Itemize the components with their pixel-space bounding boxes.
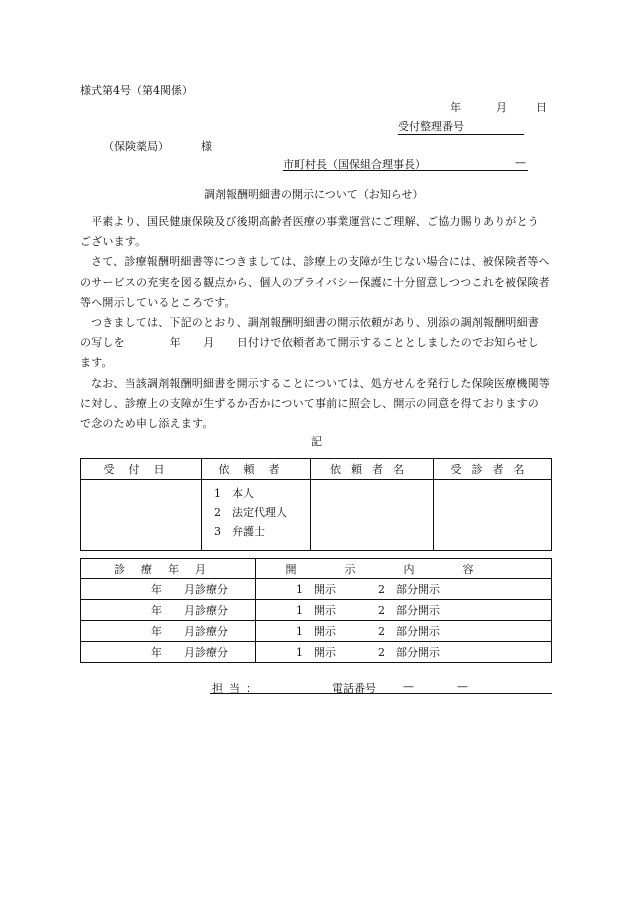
staff-label: 担当： [212, 682, 263, 695]
header-reception-date: 受付日 [81, 459, 202, 480]
requester-name-cell[interactable] [311, 480, 434, 551]
phone-dash-2: — [457, 680, 468, 693]
requester-option-self[interactable]: 1 本人 [214, 487, 254, 500]
requester-option-legal-rep[interactable]: 2 法定代理人 [214, 506, 287, 519]
body-text [80, 212, 550, 434]
date-year: 年 [450, 101, 461, 114]
period-cell[interactable]: 年 月診療分 [81, 579, 256, 600]
period-cell[interactable]: 年 月診療分 [81, 600, 256, 621]
table-row [81, 621, 552, 642]
paragraph: さて、診療報酬明細書等につきましては、診療上の支障が生じない場合には、被保険者等へのサービスの充実を図る観点から、個人のプライバシー保護に十分留意しつつこれを被保険者等へ開示しているところです。 [80, 255, 550, 309]
disclosure-options [256, 579, 552, 600]
receipt-number-label: 受付整理番号 [398, 120, 464, 133]
contact-line [210, 680, 552, 694]
document-title: 調剤報酬明細書の開示について（お知らせ） [204, 188, 424, 201]
period-cell[interactable]: 年 月診療分 [81, 621, 256, 642]
date-month: 月 [496, 101, 507, 114]
sender-dash: — [515, 156, 526, 169]
header-requester-name: 依頼者名 [311, 459, 434, 480]
requester-option-lawyer[interactable]: 3 弁護士 [214, 525, 265, 538]
sender-name: 市町村長（国保組合理事長） [283, 158, 426, 171]
paragraph: なお、当該調剤報酬明細書を開示することについては、処方せんを発行した保険医療機関等に対し、診療上の支障が生ずるか否かについて事前に照会し、開示の同意を得ておりますので念のため申し添えます。 [80, 376, 550, 431]
disclosure-options [256, 600, 552, 621]
option-partial[interactable]: 2 部分開示 [378, 646, 440, 659]
option-disclose[interactable]: 1 開示 [296, 583, 336, 596]
phone-dash-1: — [403, 680, 414, 693]
addressee-honorific: 様 [201, 140, 212, 153]
disclosure-options [256, 642, 552, 663]
ki-heading: 記 [311, 435, 322, 448]
table-row [81, 600, 552, 621]
option-disclose[interactable]: 1 開示 [296, 604, 336, 617]
header-disclosure-content: 開示内容 [256, 559, 552, 579]
receipt-number [398, 118, 524, 135]
option-partial[interactable]: 2 部分開示 [378, 604, 440, 617]
option-disclose[interactable]: 1 開示 [296, 625, 336, 638]
table-row [81, 642, 552, 663]
form-number: 様式第4号（第4関係） [80, 84, 193, 97]
header-patient-name: 受診者名 [434, 459, 552, 480]
disclosure-table [80, 558, 552, 663]
phone-label: 電話番号 [332, 682, 376, 695]
table-row [81, 579, 552, 600]
date-day: 日 [536, 101, 547, 114]
addressee [103, 138, 212, 154]
disclosure-options [256, 621, 552, 642]
option-partial[interactable]: 2 部分開示 [378, 625, 440, 638]
addressee-pharmacy: （保険薬局） [103, 140, 169, 153]
period-cell[interactable]: 年 月診療分 [81, 642, 256, 663]
header-treatment-month: 診療年月 [81, 559, 256, 579]
header-requester: 依頼者 [202, 459, 311, 480]
patient-name-cell[interactable] [434, 480, 552, 551]
option-disclose[interactable]: 1 開示 [296, 646, 336, 659]
paragraph: つきましては、下記のとおり、調剤報酬明細書の開示依頼があり、別添の調剤報酬明細書の写しを 年 月 日付けで依頼者あて開示することとしましたのでお知らせします。 [80, 316, 539, 370]
requester-options [202, 480, 311, 551]
sender [283, 156, 528, 171]
receipt-number-blank [464, 122, 524, 135]
request-table [80, 458, 552, 551]
reception-date-cell[interactable] [81, 480, 202, 551]
paragraph: 平素より、国民健康保険及び後期高齢者医療の事業運営にご理解、ご協力賜りありがとうございます。 [80, 215, 539, 249]
option-partial[interactable]: 2 部分開示 [378, 583, 440, 596]
date-line [450, 99, 547, 115]
